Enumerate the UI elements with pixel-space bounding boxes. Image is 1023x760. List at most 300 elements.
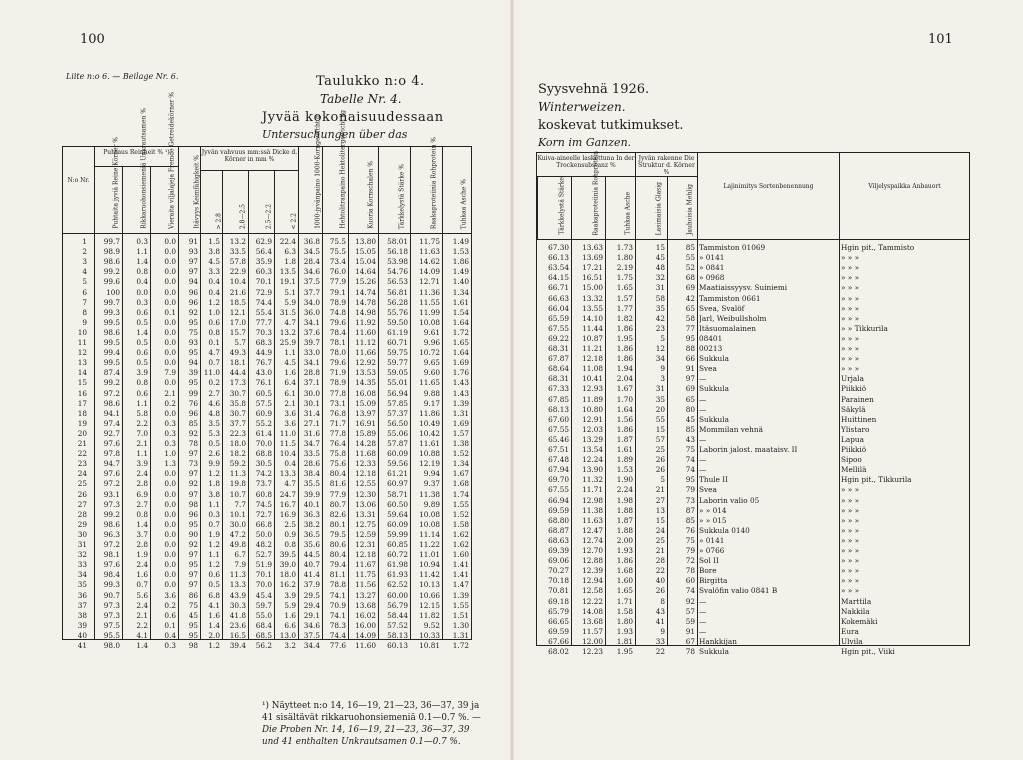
table-cell: 11.0 [279,428,296,438]
table-cell: Piikkiö [841,384,867,394]
table-cell: Laborin valio 05 [699,495,760,505]
table-cell: 6 [82,287,87,297]
table-cell: 7.9 [234,560,246,570]
left-page-number: 100 [80,32,105,47]
table-cell: 4.7 [284,479,296,489]
table-cell: 0.8 [208,327,220,337]
table-cell: 60.71 [387,338,408,347]
table-cell: 97 [188,580,198,590]
table-cell: 11.61 [419,439,440,448]
structure-group: Jyvän rakenne Die Struktur d. Körner % [635,153,697,177]
table-cell: 12.59 [355,529,376,539]
table-cell: 14.09 [355,630,376,640]
table-cell: 99.2 [103,378,120,388]
right-title-fi: Syysvehnä 1926. [538,82,650,97]
table-cell: 1.8 [284,257,296,267]
table-cell: 60.13 [387,641,408,650]
table-cell: 39.5 [279,550,296,560]
table-cell: 10.08 [419,519,440,529]
right-table-header [537,150,969,240]
table-cell: 67.85 [548,394,569,404]
table-cell: 82.6 [329,509,346,519]
table-cell: 97.2 [103,479,120,489]
col-weed: Rikkaruohonsiemeniä Unkrautsamen % [140,108,147,229]
table-cell: 16 [77,388,87,398]
table-cell: 0.0 [164,519,176,529]
table-cell: 76.4 [329,439,346,448]
table-cell: 11.5 [279,439,296,448]
table-cell: 55 [685,253,695,263]
table-cell: 8 [82,307,87,317]
table-cell: 12.18 [582,354,603,364]
table-cell: 73.4 [329,257,346,267]
table-cell: Mellilä [841,465,867,475]
table-cell: — [699,374,707,384]
table-cell: 0.0 [164,358,176,368]
table-cell: 5.9 [284,600,296,610]
table-cell: 16.7 [279,499,296,509]
table-cell: 70.27 [548,566,569,576]
table-cell: 37.7 [229,418,246,428]
table-cell: Maatiaissyysv. Suiniemi [699,283,788,293]
table-cell: 57.52 [387,620,408,630]
table-cell: 56.53 [387,277,408,287]
table-cell: 53.98 [387,257,408,267]
table-cell: 0.0 [164,378,176,388]
table-cell: 43.9 [229,590,246,600]
table-cell: 58.01 [387,237,408,246]
table-cell: 80.7 [329,499,346,509]
table-cell: Svalöfin valio 0841 B [699,586,778,596]
table-cell: 1.90 [616,475,633,485]
table-cell: 72 [685,556,695,566]
table-cell: 95 [188,348,198,358]
table-cell: 57.8 [229,257,246,267]
table-cell: 0.4 [208,277,220,287]
table-cell: 1.77 [616,303,633,313]
table-cell: 2.1 [284,398,296,408]
table-cell: 1.89 [616,455,633,465]
table-cell: Marttila [841,596,872,606]
table-cell: 34.1 [303,358,320,368]
table-cell: 9.60 [423,368,440,378]
table-cell: 14.74 [355,287,376,297]
table-cell: 18.0 [229,439,246,448]
table-cell: 24 [77,469,87,479]
table-cell: 28.8 [303,368,320,378]
table-cell: Mommilan vehnä [699,424,763,434]
table-row [537,455,969,466]
col-r-starch: Tärkkelystä Stärke [558,177,565,235]
table-cell: 2.4 [136,600,148,610]
table-cell: 98.9 [103,247,120,257]
table-cell: 16.2 [279,580,296,590]
table-cell: 24 [655,525,665,535]
table-cell: 0.5 [208,580,220,590]
table-cell: » » » [841,354,860,364]
table-cell: 71.7 [329,418,346,428]
table-cell: 67.30 [548,243,569,252]
table-cell: 22 [655,647,665,656]
table-row [537,324,969,335]
table-cell: 62.52 [387,580,408,590]
table-cell: 81.1 [329,570,346,580]
col-husk: Kuoria Kornschalen % [367,161,374,229]
table-cell: 1.49 [452,237,469,246]
table-cell: 1.86 [452,257,469,267]
right-page-number: 101 [928,32,953,47]
table-cell: 39.9 [303,489,320,499]
table-cell: Jarl, Weibullsholm [699,313,767,323]
table-cell: 1.6 [208,610,220,620]
table-cell: 55.4 [255,307,272,317]
table-cell: 13.90 [582,465,603,475]
table-cell: 68.4 [255,620,272,630]
table-cell: 0.5 [136,358,148,368]
table-cell: 1.31 [452,630,469,640]
table-cell: 41 [77,641,87,650]
table-cell: » » » [841,253,860,263]
table-cell: 94 [188,358,198,368]
table-cell: 74 [685,455,695,465]
table-cell: 13.54 [582,445,603,454]
table-cell: 78.1 [329,338,346,347]
table-cell: 0.1 [164,620,176,630]
table-cell: 12.47 [582,525,603,535]
table-cell: 55.06 [387,428,408,438]
table-cell: 55.76 [387,307,408,317]
table-cell: 9.17 [423,398,440,408]
table-row [537,344,969,355]
right-column-rule [571,239,572,645]
table-row [537,637,969,648]
table-cell: 99.2 [103,267,120,277]
table-cell: 1.60 [452,550,469,560]
table-cell: 79.4 [329,560,346,570]
table-cell: 42 [655,313,665,323]
table-cell: 31.6 [303,428,320,438]
table-cell: 9 [660,626,665,636]
table-cell: 13.5 [279,267,296,277]
table-cell: 15.04 [355,257,376,267]
table-cell: 33.5 [229,247,246,257]
table-cell: » » 015 [699,515,727,525]
table-cell: 37 [77,600,87,610]
table-cell: 2.1 [164,388,176,398]
table-cell: 33.0 [303,348,320,358]
table-cell: 78.4 [329,327,346,337]
table-cell: 0.8 [136,378,148,388]
table-row [537,566,969,577]
table-cell: 57.5 [255,398,272,408]
table-cell: 60.8 [255,489,272,499]
table-cell: 42 [685,293,695,303]
table-cell: 21 [655,546,665,555]
table-cell: 67.94 [548,465,569,475]
subtitle-de: Untersuchungen über das [262,128,408,141]
table-cell: Parainen [841,394,874,404]
table-cell: 1.39 [452,590,469,600]
table-cell: 13.29 [582,434,603,444]
left-column-rule [178,233,179,639]
table-cell: 11.57 [582,626,603,636]
table-cell: 60.50 [387,499,408,509]
table-cell: 1.74 [452,489,469,499]
table-cell: 1.73 [616,243,633,252]
table-cell: 66.65 [548,616,569,626]
table-cell: 1.64 [452,317,469,327]
table-cell: 0.0 [164,540,176,549]
table-cell: 1.2 [208,469,220,479]
table-cell: 28.6 [303,459,320,469]
table-cell: » » » [841,535,860,545]
table-cell: 7.7 [234,499,246,509]
table-cell: 2.8 [136,479,148,489]
left-column-rule [200,233,201,639]
table-cell: 80.4 [329,469,346,479]
table-cell: 34.6 [303,267,320,277]
table-cell: 2.4 [136,560,148,570]
table-cell: 97.2 [103,388,120,398]
table-cell: 67.87 [548,354,569,364]
table-cell: 1.5 [208,237,220,246]
table-cell: 99.5 [103,317,120,327]
table-cell: 10.08 [419,317,440,327]
table-cell: 1.1 [136,398,148,408]
table-cell: 1.64 [452,348,469,358]
table-cell: 22.3 [229,428,246,438]
table-cell: 1.81 [616,636,633,646]
table-cell: 47.2 [229,529,246,539]
table-cell: 22.4 [279,237,296,246]
appendix-line: Liite n:o 6. — Beilage Nr. 6. [66,72,179,81]
table-cell: 67.48 [548,455,569,465]
table-cell: 40 [655,576,665,586]
table-cell: 11.44 [582,323,603,333]
table-cell: 10.13 [419,580,440,590]
table-cell: 10 [77,327,87,337]
table-cell: 0.0 [164,287,176,297]
table-cell: 1.69 [452,358,469,368]
table-cell: 9.96 [423,338,440,347]
table-cell: 76.0 [329,267,346,277]
footnote [262,700,484,748]
table-cell: 15.26 [355,277,376,287]
table-cell: 2.7 [136,499,148,509]
table-cell: 74.1 [329,610,346,620]
table-cell: 59.7 [255,600,272,610]
table-cell: 99.7 [103,237,120,246]
table-cell: 0.1 [208,338,220,347]
table-cell: » 0141 [699,535,725,545]
table-cell: 85 [188,418,198,428]
col-crude-protein: Raakaproteiinia Rohprotein % [430,136,437,229]
table-cell: 78.8 [329,580,346,590]
table-cell: 90.7 [103,590,120,600]
table-cell: 95.5 [103,630,120,640]
table-row [537,374,969,385]
table-cell: 1.95 [616,333,633,343]
table-cell: 99.2 [103,509,120,519]
table-cell: 10.4 [279,449,296,459]
left-column-rule [248,233,249,639]
table-cell: 11.38 [419,489,440,499]
table-cell: 29.1 [303,610,320,620]
table-cell: 70.0 [255,580,272,590]
table-cell: 13.3 [229,580,246,590]
table-cell: 48 [655,263,665,273]
table-cell: 2.04 [616,374,633,384]
table-cell: 15 [77,378,87,388]
table-cell: 34 [655,354,665,364]
table-cell: 0.9 [284,529,296,539]
table-row [537,425,969,436]
table-cell: 44.4 [229,368,246,378]
table-cell: 78 [188,439,198,448]
table-cell: 97.5 [103,620,120,630]
table-cell: 75 [685,445,695,454]
table-cell: 73.1 [329,398,346,408]
table-cell: 14.09 [419,267,440,277]
table-cell: 94.7 [103,459,120,469]
table-cell: Laborin jalost. maataisv. II [699,445,798,454]
col-t3: 2.5—2.2 [265,203,272,229]
table-cell: 19.8 [229,479,246,489]
table-cell: 75 [188,327,198,337]
table-cell: 11.68 [355,449,376,459]
table-cell: 66.63 [548,293,569,303]
table-cell: 10.72 [419,348,440,358]
table-cell: 92 [188,307,198,317]
right-title-de: Winterweizen. [538,100,626,114]
table-cell: 65.46 [548,434,569,444]
table-cell: 1.95 [616,647,633,656]
table-cell: 3.9 [284,590,296,600]
table-cell: 74 [685,586,695,596]
table-cell: 1.61 [616,445,633,454]
table-cell: » » » [841,344,860,353]
table-cell: 9.89 [423,499,440,509]
table-cell: 34 [77,570,87,580]
table-cell: 11.71 [582,485,603,495]
table-cell: 31 [655,283,665,293]
table-cell: Ulvila [841,636,863,646]
table-cell: Sukkula [699,414,729,424]
table-cell: 11.92 [355,317,376,327]
table-cell: 56.94 [387,388,408,398]
table-cell: 15 [655,424,665,434]
table-cell: 2.4 [136,469,148,479]
table-cell: 91 [685,626,695,636]
table-cell: 73 [685,495,695,505]
table-cell: 74.8 [329,307,346,317]
table-cell: 0.0 [164,237,176,246]
table-cell: 18.1 [229,358,246,368]
table-cell: 43 [685,434,695,444]
table-cell: 97.8 [103,449,120,459]
table-cell: 78 [685,566,695,576]
table-cell: 1.68 [452,479,469,489]
table-cell: 00213 [699,344,723,353]
table-cell: 12.31 [355,540,376,549]
table-cell: 13 [655,505,665,515]
table-cell: 9.88 [423,388,440,398]
table-cell: 11.08 [582,364,603,374]
table-cell: 1.88 [616,525,633,535]
table-cell: 39.0 [279,560,296,570]
subtitle-fi: Jyvää kokonaisuudessaan [262,110,444,125]
table-cell: 61.93 [387,570,408,580]
table-row [537,576,969,587]
table-row [537,405,969,416]
table-cell: 61.21 [387,469,408,479]
table-row [537,647,969,658]
table-cell: 87.4 [103,368,120,378]
table-cell: Birgitta [699,576,728,586]
table-cell: 5.7 [234,338,246,347]
table-cell: 25 [77,479,87,489]
table-cell: 0.3 [136,297,148,307]
table-row [537,435,969,446]
table-cell: 78.3 [329,620,346,630]
table-cell: 0.5 [208,439,220,448]
table-cell: 23 [655,323,665,333]
table-cell: 12.93 [582,384,603,394]
table-cell: 11.3 [229,570,246,580]
table-cell: 41.4 [303,570,320,580]
table-cell: 0.8 [284,540,296,549]
table-cell: 2.8 [136,540,148,549]
table-cell: 57.85 [387,398,408,408]
table-cell: 11.67 [355,560,376,570]
table-cell: 1.52 [452,509,469,519]
table-cell: 25 [655,445,665,454]
table-cell: » » » [841,364,860,374]
table-cell: 60.97 [387,479,408,489]
table-cell: 4.1 [136,630,148,640]
table-cell: 4.5 [284,358,296,368]
table-row [537,597,969,608]
table-cell: » » » [841,505,860,515]
table-cell: 97 [188,449,198,459]
table-cell: 27.1 [303,418,320,428]
table-cell: 95 [685,475,695,485]
table-cell: 1.68 [616,566,633,576]
table-cell: 26 [77,489,87,499]
right-data-table [536,150,970,656]
table-cell: 76 [188,398,198,408]
table-cell: 11.22 [419,540,440,549]
table-cell: 1.82 [616,313,633,323]
table-cell: 0.0 [164,560,176,570]
col-foreign: Vieraita viljalajeja Fremde Getreidekörner % [168,92,175,229]
left-column-rule [322,233,323,639]
table-cell: 13.97 [355,408,376,418]
table-cell: 97.3 [103,499,120,509]
table-cell: 99.5 [103,358,120,368]
table-cell: 38.4 [303,469,320,479]
table-cell: 3.7 [136,529,148,539]
table-cell: 96 [188,408,198,418]
table-row [537,496,969,507]
table-cell: 9.65 [423,358,440,368]
table-cell: 5.1 [284,287,296,297]
table-cell: 74.2 [255,469,272,479]
table-cell: 79 [685,485,695,495]
table-cell: Tammiston 0661 [699,293,761,303]
table-cell: 11.32 [582,475,603,485]
table-cell: 12 [77,348,87,358]
